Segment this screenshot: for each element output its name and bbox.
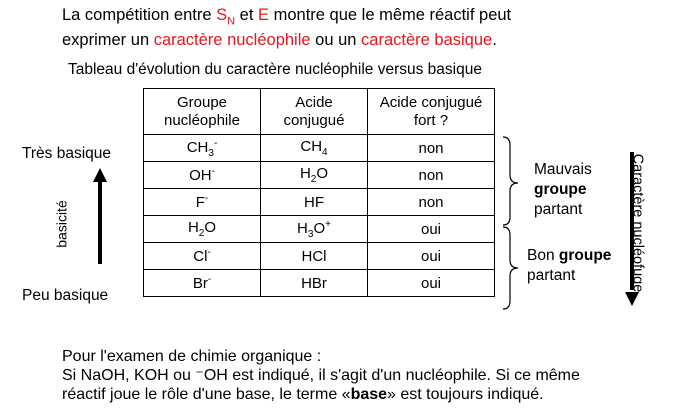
table-row — [144, 135, 495, 162]
good-leaving-group-label — [527, 246, 611, 286]
nucleophile-cell: Cl- — [144, 243, 261, 270]
table-caption: Tableau d'évolution du caractère nucléophile versus basique — [68, 61, 482, 78]
exam-note — [62, 347, 580, 404]
nucleophile-cell: OH- — [144, 162, 261, 189]
bad-label-line: groupe — [534, 181, 587, 198]
table-row — [144, 189, 495, 216]
intro-text-part: exprimer un — [62, 31, 154, 50]
intro-text-part: montre que le même réactif peut — [269, 6, 512, 24]
strong-acid-cell: non — [368, 189, 495, 216]
bad-label-line: partant — [534, 201, 583, 218]
good-label-line: partant — [527, 267, 576, 284]
good-label-part: Bon — [527, 247, 559, 264]
exam-note-line: Pour l'examen de chimie organique : — [62, 348, 322, 365]
nucleophile-cell: $H_2O$ — [144, 216, 261, 243]
basicity-axis-label: basicité — [53, 200, 70, 248]
nucleophile-table — [143, 88, 495, 297]
table-row — [144, 216, 495, 243]
conjugate-acid-cell: HBr — [261, 270, 368, 297]
weakly-basic-label: Peu basique — [22, 287, 109, 304]
bad-leaving-group-label — [534, 160, 592, 220]
header-strong-conjugate-acid: Acide conjugué fort ? — [368, 89, 495, 135]
basicity-arrow-icon — [90, 168, 110, 266]
very-basic-label: Très basique — [22, 145, 112, 162]
right-braces-icon — [498, 135, 528, 315]
good-label-part: groupe — [558, 247, 612, 264]
intro-line-1 — [62, 6, 511, 31]
bad-label-line: Mauvais — [534, 161, 592, 178]
conjugate-acid-cell: $H_2O$ — [261, 162, 368, 189]
conjugate-acid-cell: $CH_4$ — [261, 135, 368, 162]
e-symbol: E — [258, 6, 270, 24]
intro-line-2 — [62, 31, 511, 50]
table-row — [144, 162, 495, 189]
header-conjugate-acid: Acide conjugué — [261, 89, 368, 135]
sn-symbol: $S_N$ — [216, 6, 236, 28]
nucleofuge-axis-label: Caractère nucléofuge — [629, 153, 646, 293]
strong-acid-cell: oui — [368, 243, 495, 270]
strong-acid-cell: non — [368, 135, 495, 162]
intro-text-part: et — [235, 6, 258, 24]
nucleophile-cell: F- — [144, 189, 261, 216]
nucleophile-cell: Br- — [144, 270, 261, 297]
intro-text-part: . — [492, 31, 497, 50]
table-header-row — [144, 89, 495, 135]
intro-text — [62, 6, 511, 50]
conjugate-acid-cell: HCl — [261, 243, 368, 270]
strong-acid-cell: non — [368, 162, 495, 189]
strong-acid-cell: oui — [368, 270, 495, 297]
exam-note-line: Si NaOH, KOH ou ⁻OH est indiqué, il s'agit d'un nucléophile. Si ce même — [62, 367, 580, 384]
exam-note-line: réactif joue le rôle d'une base, le terme «base» est toujours indiqué. — [62, 386, 544, 403]
conjugate-acid-cell: HF — [261, 189, 368, 216]
basic-term: caractère basique — [361, 31, 493, 50]
strong-acid-cell: oui — [368, 216, 495, 243]
nucleophile-term: caractère nucléophile — [153, 31, 311, 50]
intro-text-part: ou un — [310, 31, 362, 50]
table-row — [144, 243, 495, 270]
intro-text-part: La compétition entre — [62, 6, 217, 24]
table-row — [144, 270, 495, 297]
nucleophile-cell: $CH_3^-$ — [144, 135, 261, 162]
header-nucleophile-group: Groupe nucléophile — [144, 89, 261, 135]
conjugate-acid-cell: $H_3O^+$ — [261, 216, 368, 243]
